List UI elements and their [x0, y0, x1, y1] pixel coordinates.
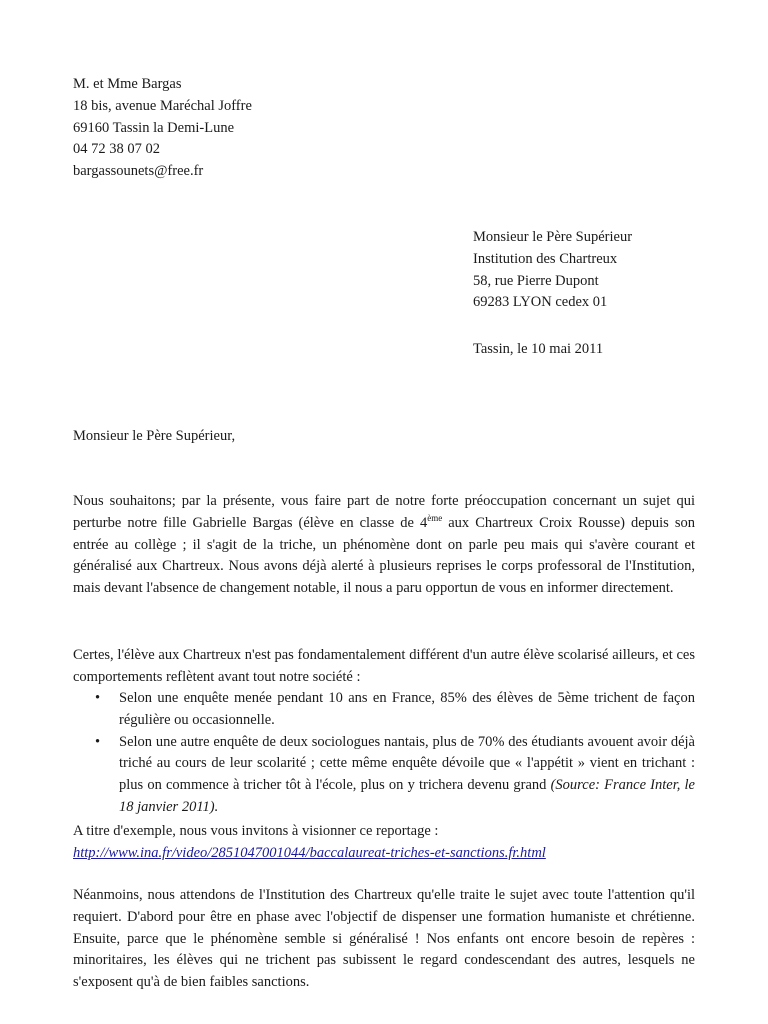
paragraph-concern-text-end: aux Chartreux Croix Rousse) depuis son entrée au collège ; il s'agit de la triche, un phénomène dont on parle peu mais qui s'avère courant et généralisé aux Chartreux. Nous avons déjà alerté à plusieurs reprises le corps professoral de l'Institution, mais devant l'absence de changement notable, il nous a paru opportun de vous en informer directement. — [73, 514, 695, 597]
link-intro: A titre d'exemple, nous vous invitons à visionner ce reportage : — [73, 823, 439, 839]
bullet-marker: • — [95, 733, 101, 750]
list-item-text: Selon une enquête menée pendant 10 ans en France, 85% des élèves de 5ème trichent de façon régulière ou occasionnelle. — [119, 690, 695, 728]
source-citation: (Source: France Inter, le 18 janvier 2011). — [119, 777, 695, 815]
sender-address-block — [73, 74, 252, 183]
sender-street: 18 bis, avenue Maréchal Joffre — [73, 97, 252, 114]
sender-email: bargassounets@free.fr — [73, 163, 204, 180]
grade-superscript: ème — [427, 512, 443, 523]
list-item — [73, 688, 695, 732]
recipient-institution: Institution des Chartreux — [473, 250, 618, 267]
paragraph-concern-text-start: Nous souhaitons; par la présente, vous faire part de notre forte préoccupation concernant un sujet qui perturbe notre fille Gabrielle Bargas (élève en classe de 4 — [73, 493, 695, 531]
paragraph-concern — [73, 491, 695, 600]
sender-phone: 04 72 38 07 02 — [73, 141, 160, 158]
sender-name: M. et Mme Bargas — [73, 76, 182, 92]
recipient-city: 69283 LYON cedex 01 — [473, 294, 608, 311]
report-video-link[interactable]: http://www.ina.fr/video/2851047001044/baccalaureat-triches-et-sanctions.fr.html — [73, 845, 546, 861]
paragraph-context: Certes, l'élève aux Chartreux n'est pas fondamentalement différent d'un autre élève scolarisé ailleurs, et ces comportements reflètent avant tout notre société : — [73, 647, 695, 685]
salutation: Monsieur le Père Supérieur, — [73, 428, 236, 444]
paragraph-expectation: Néanmoins, nous attendons de l'Institution des Chartreux qu'elle traite le sujet avec toute l'attention qu'il requiert. D'abord pour être en phase avec l'objectif de dispenser une formation humaniste et chrétienne. Ensuite, parce que le phénomène semble si généralisé ! Nos enfants ont encore besoin de repères : minoritaires, les élèves qui ne trichent pas subissent le regard condescendant des autres, lesquels ne s'exposent qu'à de bien faibles sanctions. — [73, 887, 695, 991]
recipient-title: Monsieur le Père Supérieur — [473, 229, 633, 245]
letter-date: Tassin, le 10 mai 2011 — [473, 341, 604, 357]
list-item — [73, 732, 695, 819]
recipient-address-block — [473, 227, 632, 314]
recipient-street: 58, rue Pierre Dupont — [473, 272, 599, 289]
bullet-marker: • — [95, 690, 101, 706]
statistics-list — [73, 688, 695, 819]
sender-city: 69160 Tassin la Demi-Lune — [73, 119, 235, 136]
list-item-text: Selon une autre enquête de deux sociologues nantais, plus de 70% des étudiants avouent avoir déjà triché au cours de leur scolarité ; cette même enquête dévoile que « l'appétit » vient en trichant : plus on commence à tricher tôt à l'école, plus on y trichera devenu grand — [119, 733, 695, 794]
